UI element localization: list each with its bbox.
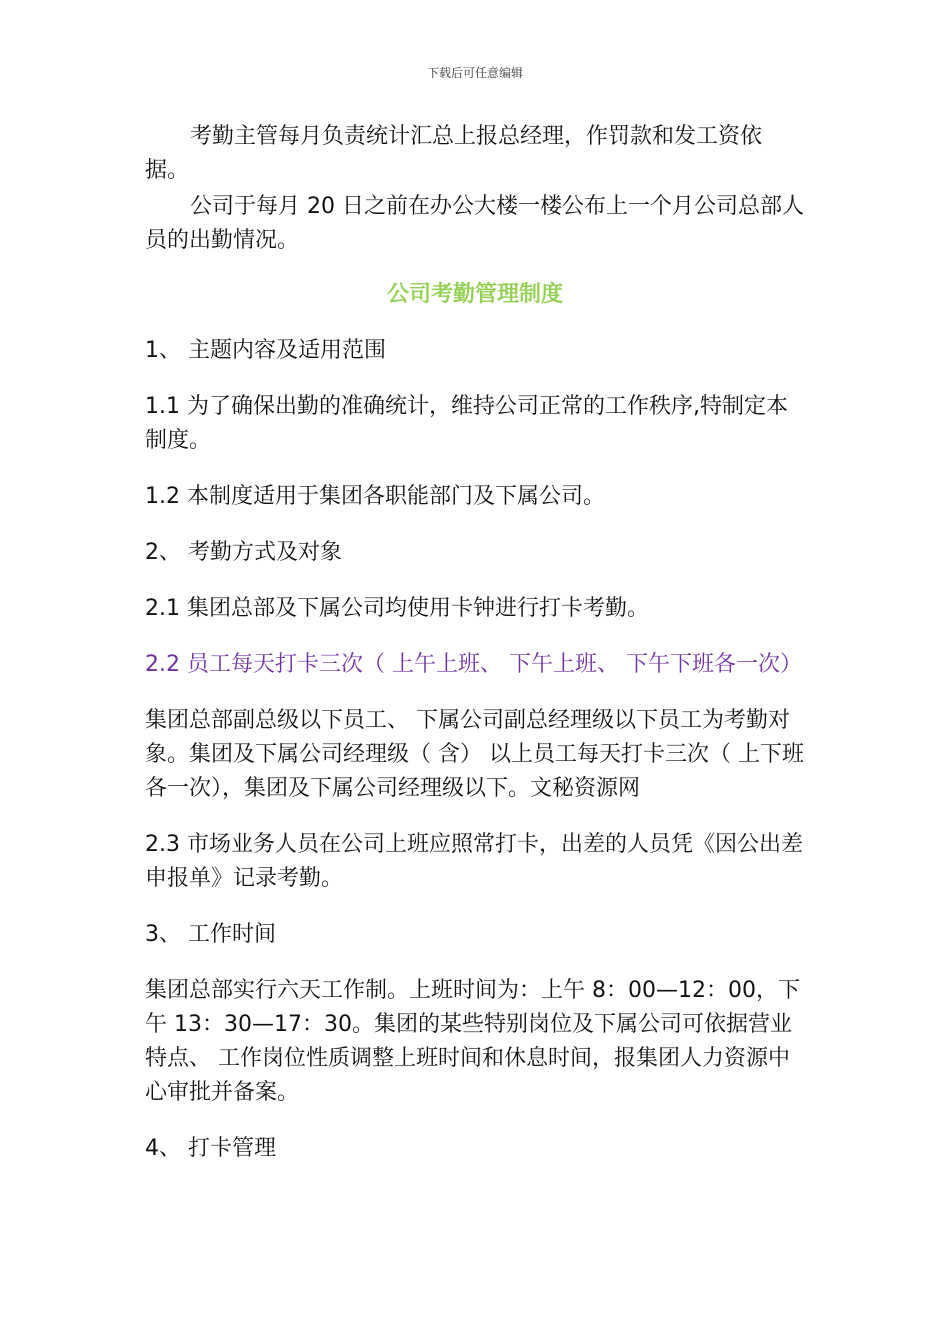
document-title: 公司考勤管理制度 [386, 282, 563, 307]
clause-2-2: 2.2 员工每天打卡三次（ 上午上班、 下午上班、 下午下班各一次） [145, 652, 802, 677]
clause-2-1: 2.1 集团总部及下属公司均使用卡钟进行打卡考勤。 [145, 596, 649, 621]
section-heading-1: 1、 主题内容及适用范围 [145, 338, 386, 363]
section-heading-4: 4、 打卡管理 [145, 1136, 276, 1161]
clause-1-2: 1.2 本制度适用于集团各职能部门及下属公司。 [145, 484, 605, 509]
section-heading-2: 2、 考勤方式及对象 [145, 540, 342, 565]
working-hours-description: 集团总部实行六天工作制。上班时间为：上午 8：00—12：00，下午 13：30—17：30。集团的某些特别岗位及下属公司可依据营业特点、 工作岗位性质调整上班时间和休息时间，报集团人力资源中心审批并备案。 [145, 978, 800, 1105]
document-body [145, 120, 805, 1166]
page-header: 下载后可任意编辑 [426, 66, 523, 80]
section-heading-3: 3、 工作时间 [145, 922, 276, 947]
clause-2-2-description: 集团总部副总级以下员工、 下属公司副总经理级以下员工为考勤对象。集团及下属公司经理级（ 含） 以上员工每天打卡三次（ 上下班各一次），集团及下属公司经理级以下。文秘资源网 [145, 708, 804, 801]
clause-1-1: 1.1 为了确保出勤的准确统计，维持公司正常的工作秩序,特制定本制度。 [145, 394, 788, 453]
paragraph-attendance-summary: 考勤主管每月负责统计汇总上报总经理，作罚款和发工资依据。 [145, 124, 763, 183]
paragraph-attendance-publish: 公司于每月 20 日之前在办公大楼一楼公布上一个月公司总部人员的出勤情况。 [145, 194, 804, 253]
clause-2-3: 2.3 市场业务人员在公司上班应照常打卡，出差的人员凭《因公出差申报单》记录考勤。 [145, 832, 803, 891]
